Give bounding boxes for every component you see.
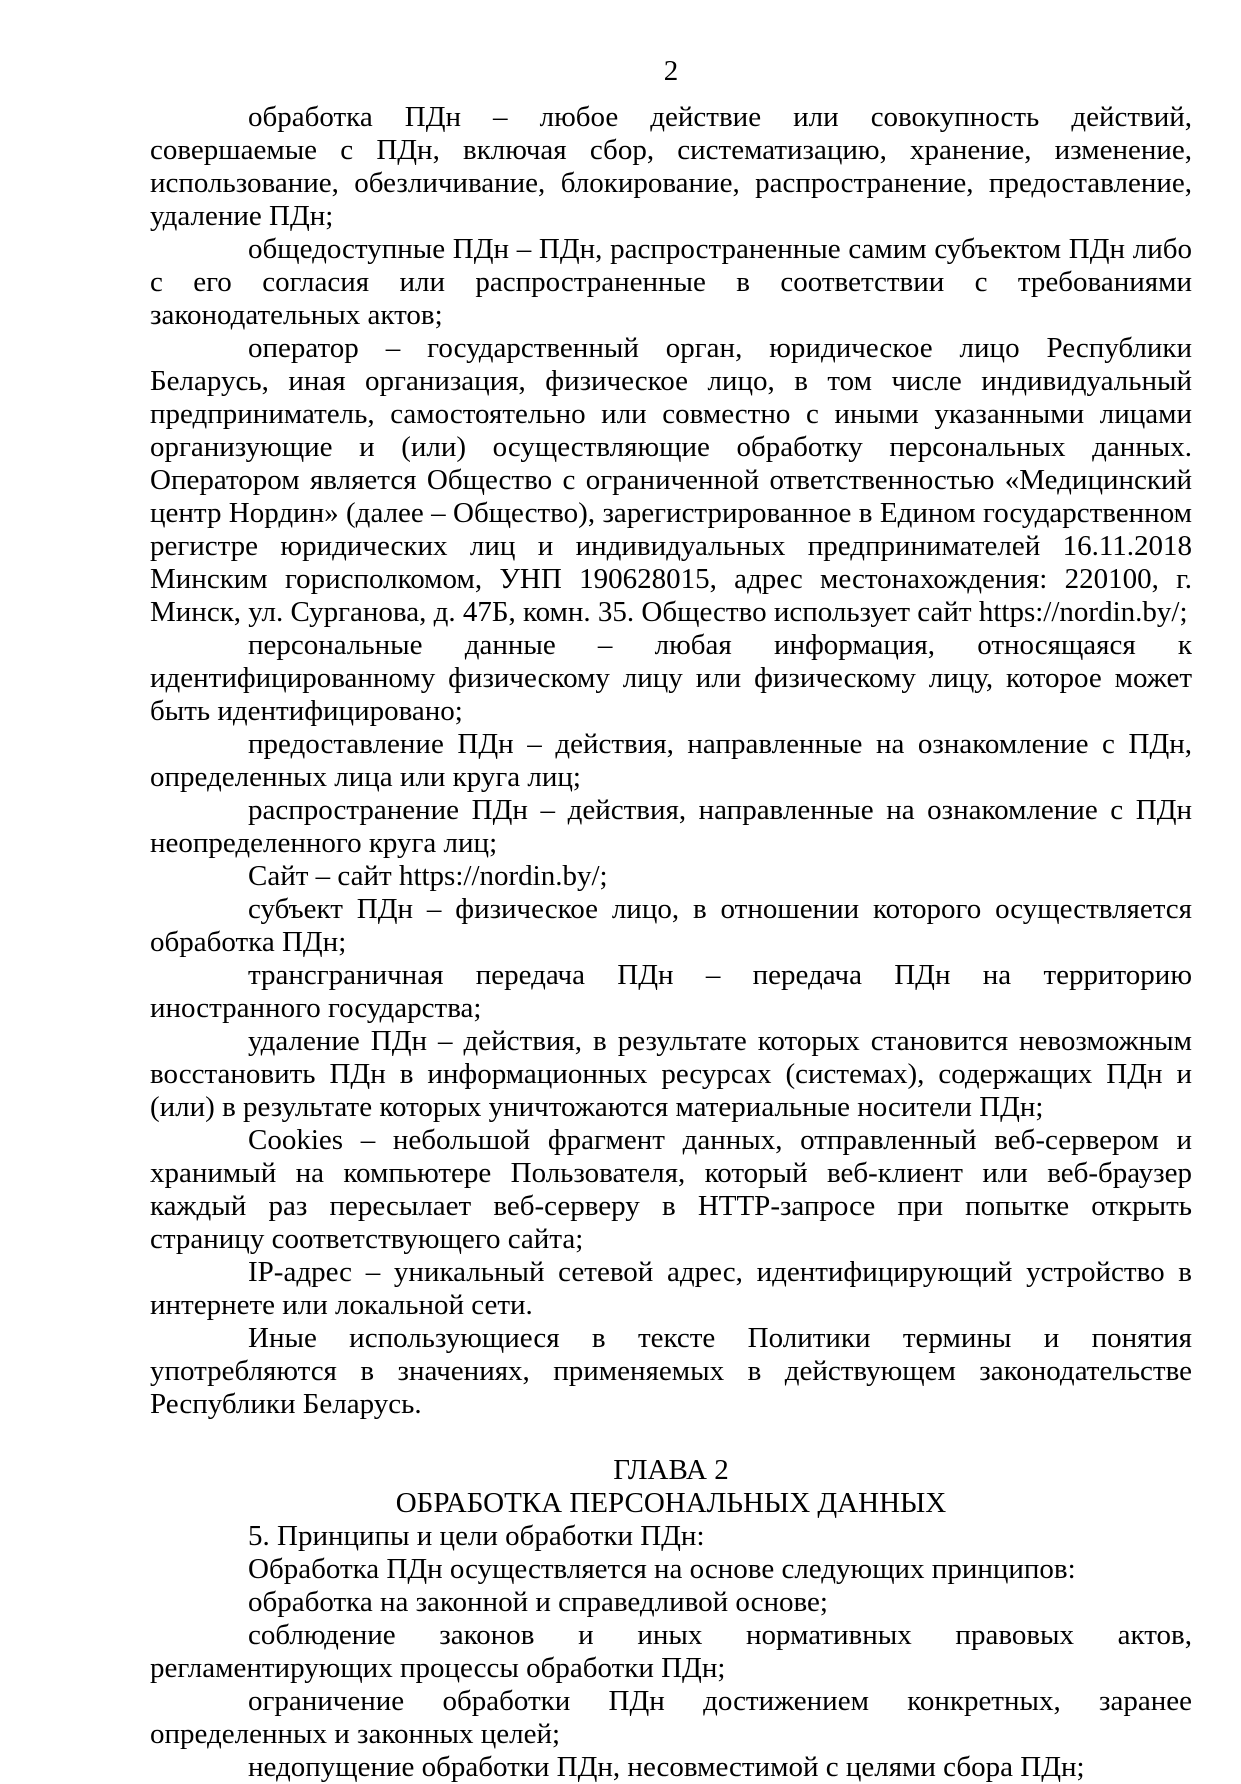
principles-paragraph: ограничение обработки ПДн достижением конкретных, заранее определенных и законных целей; bbox=[150, 1685, 1192, 1750]
definition-paragraph: персональные данные – любая информация, относящаяся к идентифицированному физическому лицу или физическому лицу, которое может быть идентифицировано; bbox=[150, 629, 1192, 727]
definition-paragraph: трансграничная передача ПДн – передача ПДн на территорию иностранного государства; bbox=[150, 959, 1192, 1024]
principles-paragraph: соблюдение законов и иных нормативных правовых актов, регламентирующих процессы обработки ПДн; bbox=[150, 1619, 1192, 1684]
chapter-heading: ГЛАВА 2 bbox=[613, 1454, 729, 1486]
definition-paragraph: удаление ПДн – действия, в результате которых становится невозможным восстановить ПДн в информационных ресурсах (системах), содержащих ПДн и (или) в результате которых уничтожаются материальные носители ПДн; bbox=[150, 1025, 1192, 1123]
definition-paragraph: IP-адрес – уникальный сетевой адрес, идентифицирующий устройство в интернете или локальной сети. bbox=[150, 1256, 1192, 1321]
definition-paragraph: общедоступные ПДн – ПДн, распространенные самим субъектом ПДн либо с его согласия или распространенные в соответствии с требованиями законодательных актов; bbox=[150, 233, 1192, 331]
definition-paragraph: распространение ПДн – действия, направленные на ознакомление с ПДн неопределенного круга лиц; bbox=[150, 794, 1192, 859]
chapter-title: ОБРАБОТКА ПЕРСОНАЛЬНЫХ ДАННЫХ bbox=[395, 1487, 947, 1519]
definition-paragraph: оператор – государственный орган, юридическое лицо Республики Беларусь, иная организация, физическое лицо, в том числе индивидуальный предприниматель, самостоятельно или совместно с иными указанными лицами организующие и (или) осуществляющие обработку персональных данных. Оператором является Общество с ограниченной ответственностью «Медицинский центр Нордин» (далее – Общество), зарегистрированное в Едином государственном регистре юридических лиц и индивидуальных предпринимателей 16.11.2018 Минским горисполкомом, УНП 190628015, адрес местонахождения: 220100, г. Минск, ул. Сурганова, д. 47Б, комн. 35. Общество использует сайт https://nordin.by/; bbox=[150, 332, 1192, 628]
definition-paragraph: субъект ПДн – физическое лицо, в отношении которого осуществляется обработка ПДн; bbox=[150, 893, 1192, 958]
principles-paragraph: 5. Принципы и цели обработки ПДн: bbox=[248, 1520, 705, 1552]
definition-paragraph: предоставление ПДн – действия, направленные на ознакомление с ПДн, определенных лица или круга лиц; bbox=[150, 728, 1192, 793]
definition-paragraph: Иные использующиеся в тексте Политики термины и понятия употребляются в значениях, применяемых в действующем законодательстве Республики Беларусь. bbox=[150, 1322, 1192, 1420]
page-number: 2 bbox=[663, 55, 679, 87]
definition-paragraph: Сайт – сайт https://nordin.by/; bbox=[248, 860, 608, 892]
principles-paragraph: обработка на законной и справедливой основе; bbox=[248, 1586, 828, 1618]
definition-paragraph: Cookies – небольшой фрагмент данных, отправленный веб-сервером и хранимый на компьютере Пользователя, который веб-клиент или веб-браузер каждый раз пересылает веб-серверу в HTTP-запросе при попытке открыть страницу соответствующего сайта; bbox=[150, 1124, 1192, 1255]
principles-paragraph: недопущение обработки ПДн, несовместимой с целями сбора ПДн; bbox=[248, 1751, 1085, 1783]
principles-paragraph: Обработка ПДн осуществляется на основе следующих принципов: bbox=[248, 1553, 1076, 1585]
definition-paragraph: обработка ПДн – любое действие или совокупность действий, совершаемые с ПДн, включая сбор, систематизацию, хранение, изменение, использование, обезличивание, блокирование, распространение, предоставление, удаление ПДн; bbox=[150, 101, 1192, 232]
